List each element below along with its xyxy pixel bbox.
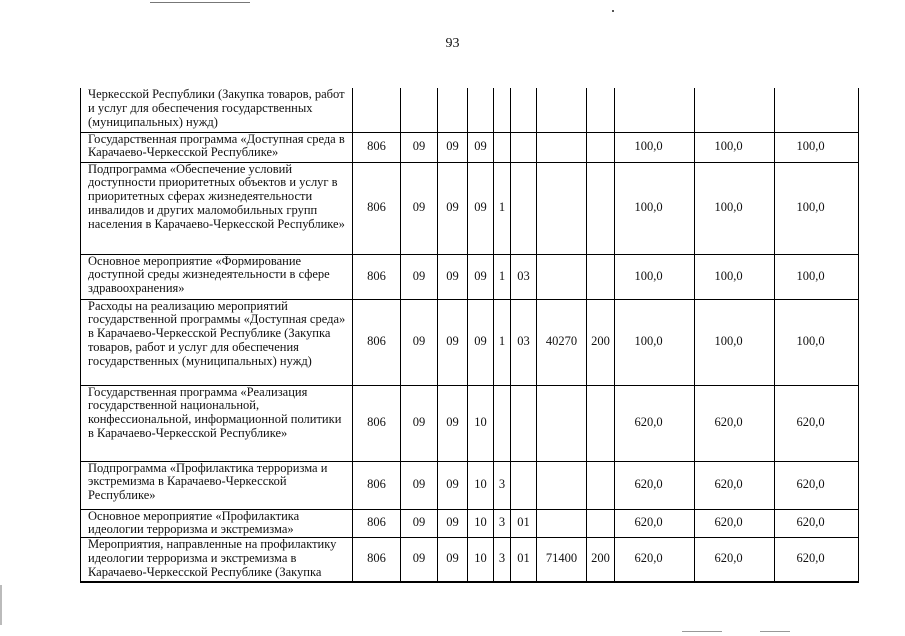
amount-year-1-cell: 620,0: [615, 538, 695, 582]
department-code-cell: 806: [353, 385, 401, 461]
amount-year-1-cell: 100,0: [615, 299, 695, 385]
subsection-code-cell: 09: [438, 461, 468, 509]
program-code-cell: 10: [468, 461, 494, 509]
program-code-cell: 10: [468, 538, 494, 582]
event-code-cell: [511, 385, 537, 461]
subsection-code-cell: 09: [438, 299, 468, 385]
table-row: [81, 299, 859, 385]
table-row: [81, 538, 859, 582]
expense-type-code-cell: [587, 132, 615, 162]
amount-year-2-cell: 100,0: [695, 132, 775, 162]
amount-year-2-cell: 100,0: [695, 162, 775, 254]
table-row: [81, 88, 859, 132]
expense-type-code-cell: [587, 162, 615, 254]
amount-year-3-cell: 620,0: [775, 509, 859, 538]
department-code-cell: 806: [353, 461, 401, 509]
event-code-cell: [511, 88, 537, 132]
subprogram-code-cell: [494, 132, 511, 162]
amount-year-1-cell: 100,0: [615, 162, 695, 254]
direction-code-cell: [537, 132, 587, 162]
subprogram-code-cell: [494, 88, 511, 132]
expense-type-code-cell: [587, 254, 615, 299]
table-row: [81, 162, 859, 254]
scan-artifact-dot: [612, 10, 614, 12]
item-name-cell: Подпрограмма «Профилактика терроризма и экстремизма в Карачаево-Черкесской Республике»: [81, 461, 353, 509]
amount-year-2-cell: 620,0: [695, 538, 775, 582]
section-code-cell: 09: [401, 538, 438, 582]
direction-code-cell: 40270: [537, 299, 587, 385]
section-code-cell: 09: [401, 162, 438, 254]
item-name-cell: Основное мероприятие «Формирование доступной среды жизнедеятельности в сфере здравоохранения»: [81, 254, 353, 299]
department-code-cell: [353, 88, 401, 132]
section-code-cell: 09: [401, 509, 438, 538]
expense-type-code-cell: [587, 509, 615, 538]
department-code-cell: 806: [353, 299, 401, 385]
department-code-cell: 806: [353, 132, 401, 162]
direction-code-cell: [537, 162, 587, 254]
program-code-cell: 09: [468, 162, 494, 254]
scan-edge: [0, 585, 2, 625]
amount-year-2-cell: 620,0: [695, 509, 775, 538]
direction-code-cell: [537, 385, 587, 461]
expense-type-code-cell: [587, 385, 615, 461]
expense-type-code-cell: [587, 88, 615, 132]
event-code-cell: [511, 162, 537, 254]
item-name-cell: Государственная программа «Доступная среда в Карачаево-Черкесской Республике»: [81, 132, 353, 162]
amount-year-1-cell: 620,0: [615, 461, 695, 509]
subsection-code-cell: 09: [438, 385, 468, 461]
scan-artifact-line: [760, 631, 790, 632]
item-name-cell: Расходы на реализацию мероприятий государственной программы «Доступная среда» в Карачаево-Черкесской Республике (Закупка товаров, работ и услуг для обеспечения государственных (муниципальных) нужд): [81, 299, 353, 385]
amount-year-2-cell: 100,0: [695, 254, 775, 299]
item-name-cell: Черкесской Республики (Закупка товаров, работ и услуг для обеспечения государственных (муниципальных) нужд): [81, 88, 353, 132]
section-code-cell: 09: [401, 132, 438, 162]
event-code-cell: 03: [511, 299, 537, 385]
amount-year-2-cell: [695, 88, 775, 132]
amount-year-1-cell: 100,0: [615, 254, 695, 299]
expense-type-code-cell: 200: [587, 299, 615, 385]
table-row: [81, 132, 859, 162]
department-code-cell: 806: [353, 162, 401, 254]
direction-code-cell: [537, 88, 587, 132]
amount-year-3-cell: [775, 88, 859, 132]
amount-year-2-cell: 620,0: [695, 385, 775, 461]
subprogram-code-cell: 1: [494, 299, 511, 385]
item-name-cell: Подпрограмма «Обеспечение условий доступности приоритетных объектов и услуг в приоритетных сферах жизнедеятельности инвалидов и других маломобильных групп населения в Карачаево-Черкесской Республике»: [81, 162, 353, 254]
direction-code-cell: [537, 461, 587, 509]
subsection-code-cell: 09: [438, 132, 468, 162]
program-code-cell: [468, 88, 494, 132]
section-code-cell: [401, 88, 438, 132]
event-code-cell: 01: [511, 509, 537, 538]
page-number: 93: [445, 36, 460, 51]
subprogram-code-cell: 3: [494, 509, 511, 538]
direction-code-cell: 71400: [537, 538, 587, 582]
amount-year-1-cell: 620,0: [615, 385, 695, 461]
table-row: [81, 461, 859, 509]
section-code-cell: 09: [401, 461, 438, 509]
table-body: [81, 88, 859, 582]
amount-year-1-cell: 620,0: [615, 509, 695, 538]
event-code-cell: [511, 461, 537, 509]
subprogram-code-cell: 1: [494, 162, 511, 254]
amount-year-2-cell: 620,0: [695, 461, 775, 509]
expense-type-code-cell: 200: [587, 538, 615, 582]
item-name-cell: Основное мероприятие «Профилактика идеологии терроризма и экстремизма»: [81, 509, 353, 538]
table-row: [81, 385, 859, 461]
scan-artifact-line: [682, 631, 722, 632]
amount-year-1-cell: [615, 88, 695, 132]
direction-code-cell: [537, 509, 587, 538]
table-row: [81, 509, 859, 538]
amount-year-3-cell: 100,0: [775, 254, 859, 299]
section-code-cell: 09: [401, 254, 438, 299]
subprogram-code-cell: [494, 385, 511, 461]
table-row: [81, 254, 859, 299]
event-code-cell: [511, 132, 537, 162]
item-name-cell: Государственная программа «Реализация государственной национальной, конфессиональной, информационной политики в Карачаево-Черкесской Республике»: [81, 385, 353, 461]
subsection-code-cell: 09: [438, 509, 468, 538]
subsection-code-cell: [438, 88, 468, 132]
program-code-cell: 10: [468, 509, 494, 538]
budget-table: [80, 88, 859, 583]
subprogram-code-cell: 3: [494, 461, 511, 509]
subprogram-code-cell: 3: [494, 538, 511, 582]
department-code-cell: 806: [353, 254, 401, 299]
item-name-cell: Мероприятия, направленные на профилактику идеологии терроризма и экстремизма в Карачаево-Черкесской Республике (Закупка: [81, 538, 353, 582]
subsection-code-cell: 09: [438, 254, 468, 299]
event-code-cell: 03: [511, 254, 537, 299]
program-code-cell: 09: [468, 299, 494, 385]
program-code-cell: 09: [468, 132, 494, 162]
department-code-cell: 806: [353, 509, 401, 538]
amount-year-3-cell: 620,0: [775, 461, 859, 509]
event-code-cell: 01: [511, 538, 537, 582]
amount-year-1-cell: 100,0: [615, 132, 695, 162]
expense-type-code-cell: [587, 461, 615, 509]
department-code-cell: 806: [353, 538, 401, 582]
section-code-cell: 09: [401, 385, 438, 461]
subprogram-code-cell: 1: [494, 254, 511, 299]
program-code-cell: 09: [468, 254, 494, 299]
section-code-cell: 09: [401, 299, 438, 385]
amount-year-3-cell: 100,0: [775, 132, 859, 162]
subsection-code-cell: 09: [438, 162, 468, 254]
program-code-cell: 10: [468, 385, 494, 461]
amount-year-3-cell: 620,0: [775, 385, 859, 461]
amount-year-3-cell: 100,0: [775, 162, 859, 254]
amount-year-2-cell: 100,0: [695, 299, 775, 385]
amount-year-3-cell: 620,0: [775, 538, 859, 582]
subsection-code-cell: 09: [438, 538, 468, 582]
direction-code-cell: [537, 254, 587, 299]
scan-artifact-line: [150, 2, 250, 3]
amount-year-3-cell: 100,0: [775, 299, 859, 385]
